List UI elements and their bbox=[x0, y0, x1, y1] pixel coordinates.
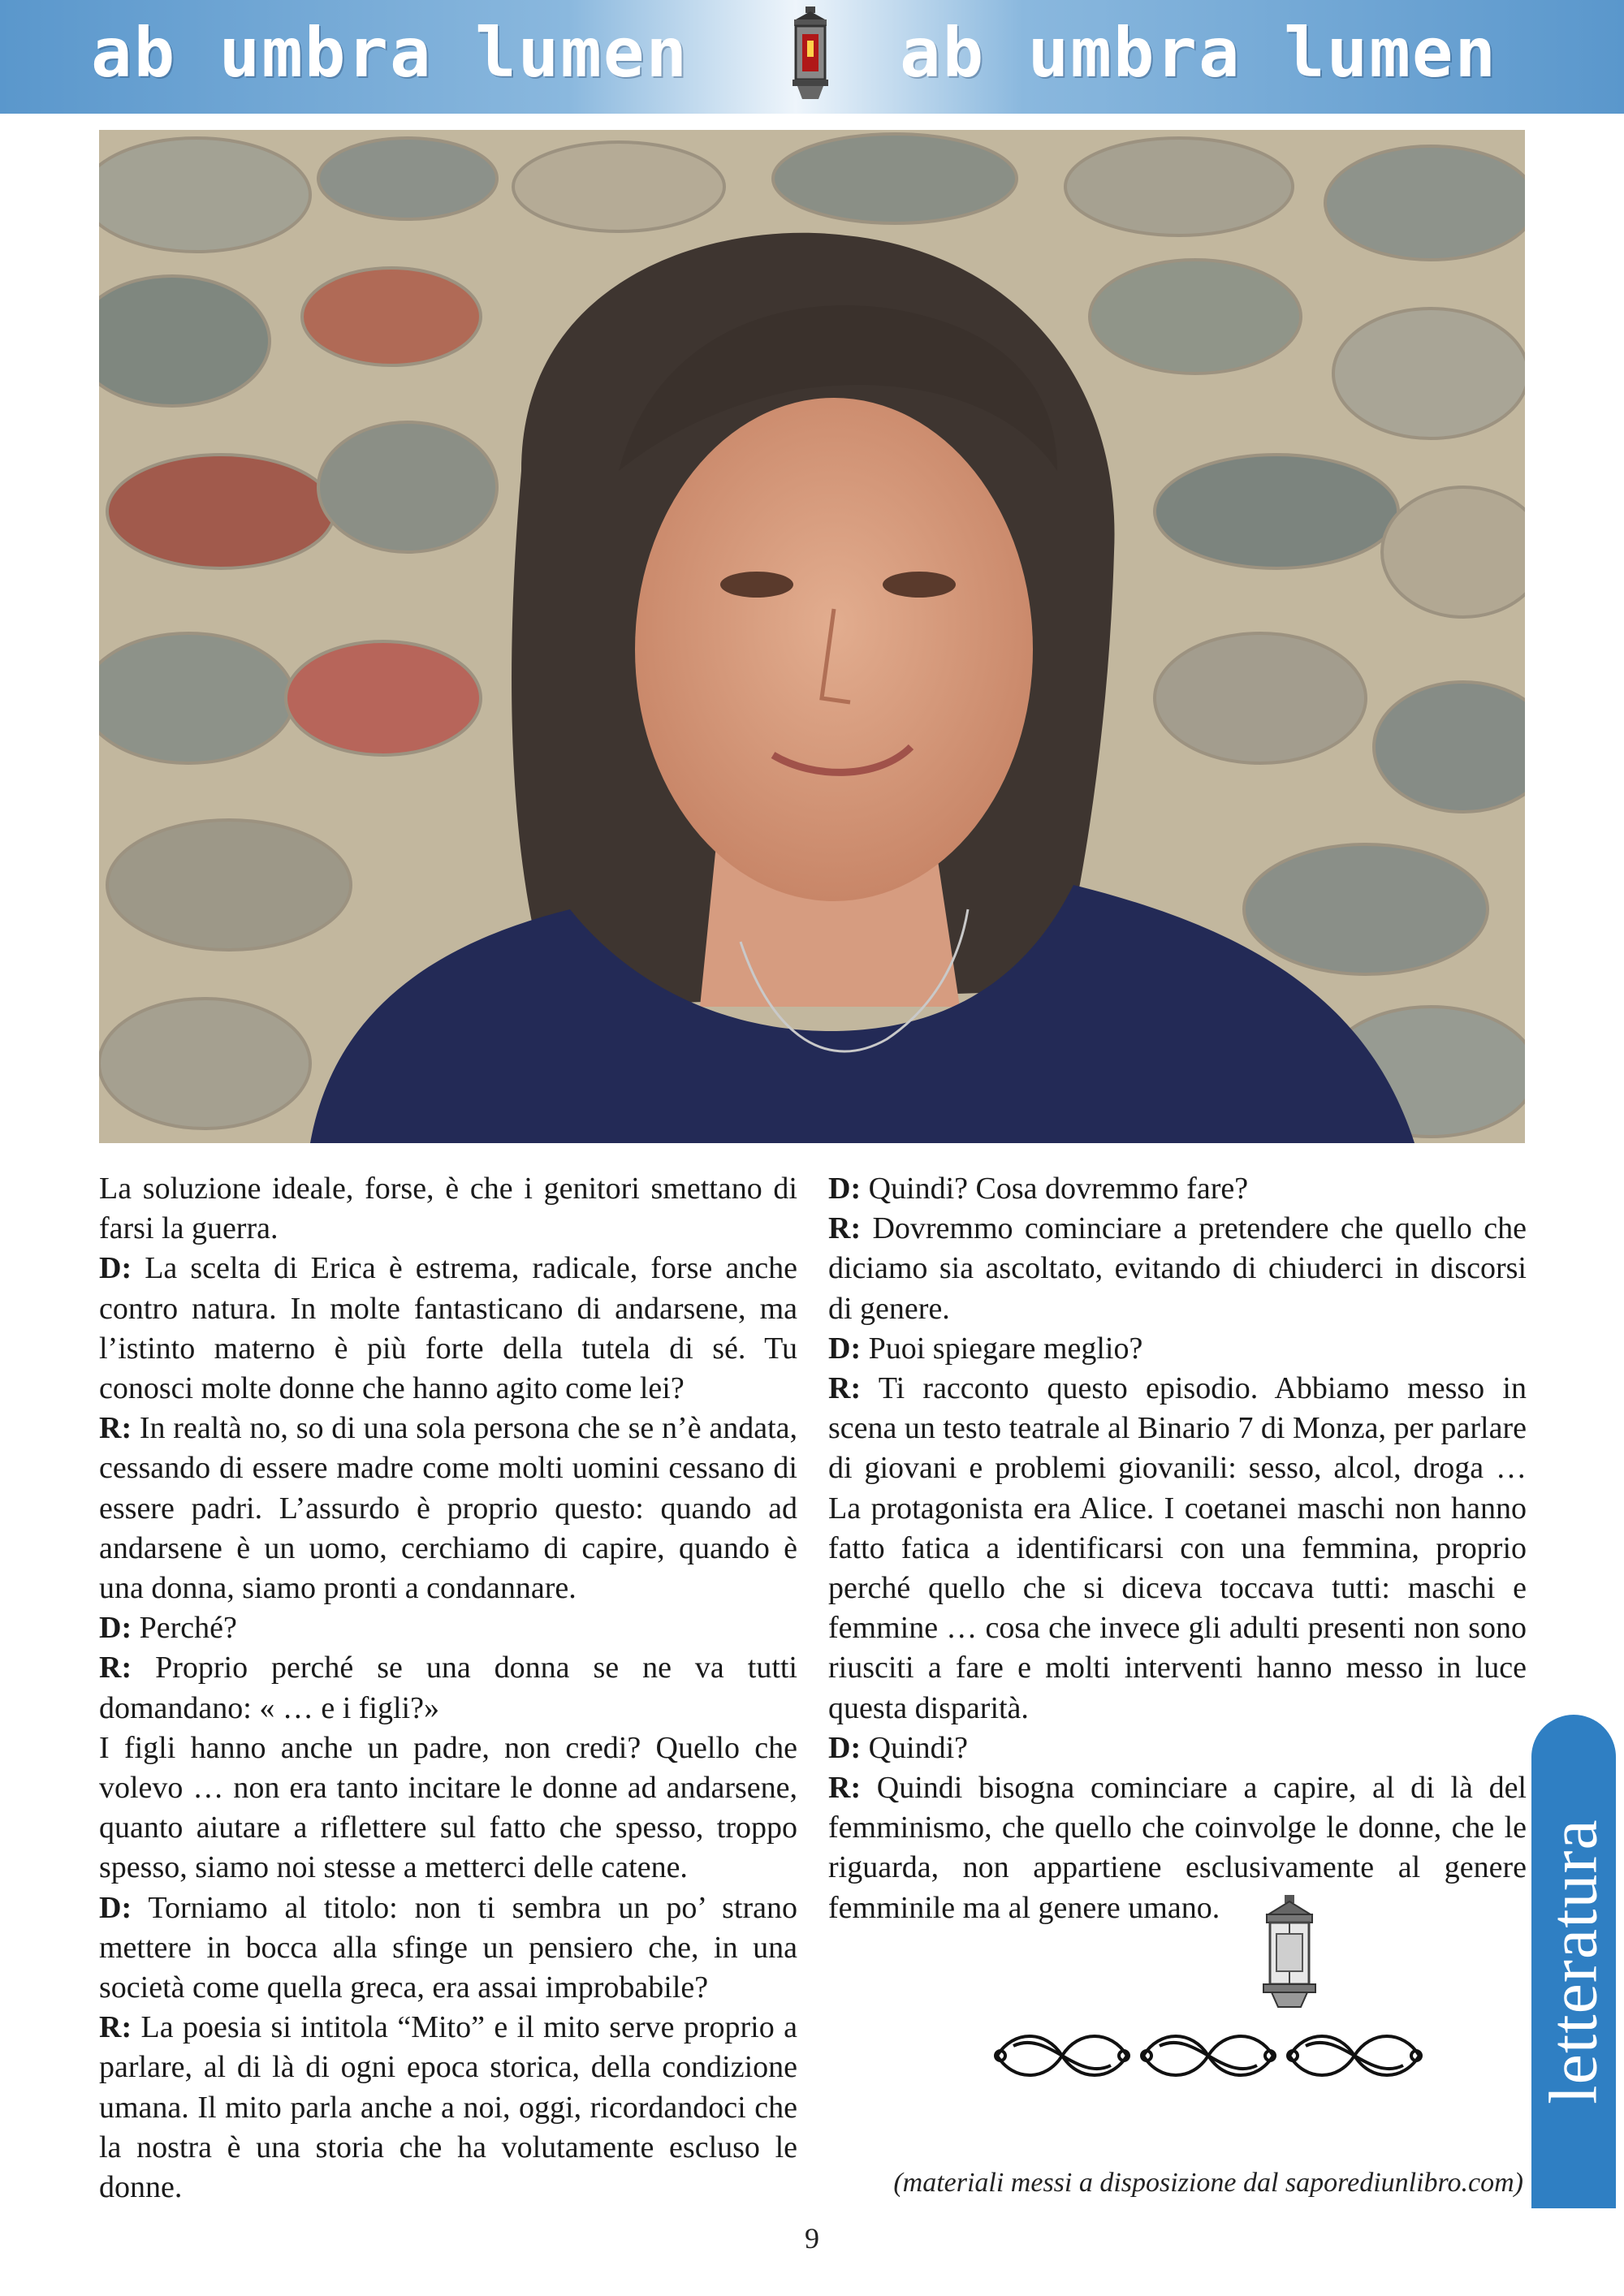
paragraph: D: La scelta di Erica è estrema, radicale, forse anche contro natura. In molte fantasticano di andarsene, ma l’istinto materno è più forte della tutela di sé. Tu conosci molte donne che hanno agito come lei? bbox=[99, 1251, 797, 1406]
flourish-ornament-icon bbox=[989, 2022, 1427, 2090]
article-column-right bbox=[828, 1169, 1527, 1928]
section-tab bbox=[1531, 1715, 1616, 2208]
paragraph: D: Torniamo al titolo: non ti sembra un po’ strano mettere in bocca alla sfinge un pensiero che, in una società come quella greca, era assai improbabile? bbox=[99, 1890, 797, 2005]
page-number: 9 bbox=[805, 2222, 819, 2255]
lantern-end-mark-icon bbox=[1255, 1895, 1324, 2009]
paragraph: D: Perché? bbox=[99, 1611, 237, 1646]
masthead-title-right: ab umbra lumen bbox=[900, 13, 1498, 93]
paragraph: R: In realtà no, so di una sola persona che se n’è andata, cessando di essere madre come molti uomini cessano di essere padri. L’assurdo è proprio questo: quando ad andarsene è un uomo, cerchiamo di capire, quando è una donna, siamo pronti a condannare. bbox=[99, 1411, 797, 1606]
paragraph: R: Dovremmo cominciare a pretendere che quello che diciamo sia ascoltato, evitando di chiuderci in discorsi di genere. bbox=[828, 1211, 1527, 1326]
paragraph: D: Quindi? Cosa dovremmo fare? bbox=[828, 1172, 1249, 1206]
section-tab-label: letteratura bbox=[1535, 1819, 1612, 2104]
paragraph: I figli hanno anche un padre, non credi? Quello che volevo … non era tanto incitare le donne ad andarsene, quanto aiutare a riflettere sul fatto che spesso, troppo spesso, siamo noi stesse a metterci delle catene. bbox=[99, 1730, 797, 1885]
paragraph: R: Ti racconto questo episodio. Abbiamo messo in scena un testo teatrale al Binario 7 di Monza, per parlare di giovani e problemi giovanili: sesso, alcol, droga … La protagonista era Alice. I coetanei maschi non hanno fatto fatica a identificarsi con una femmina, proprio perché quello che si diceva toccava tutti: maschi e femmine … cosa che invece gli adulti presenti non sono riusciti a fare e molti interventi hanno messo in luce questa disparità. bbox=[828, 1371, 1527, 1725]
header-band bbox=[0, 0, 1624, 114]
paragraph: D: Quindi? bbox=[828, 1730, 969, 1765]
paragraph: R: Proprio perché se una donna se ne va tutti domandano: « … e i figli?» bbox=[99, 1651, 797, 1725]
paragraph: D: Puoi spiegare meglio? bbox=[828, 1331, 1143, 1366]
masthead-title-left: ab umbra lumen bbox=[91, 13, 689, 93]
paragraph: R: La poesia si intitola “Mito” e il mito serve proprio a parlare, al di là di ogni epoca storica, della condizione umana. Il mito parla anche a noi, oggi, ricordandoci che la nostra è una storia che ha volutamente escluso le donne. bbox=[99, 2010, 797, 2205]
article-column-left bbox=[99, 1169, 797, 2208]
paragraph: R: Quindi bisogna cominciare a capire, al di là del femminismo, che quello che coinvolge le donne, che le riguarda, non appartiene esclusivamente al genere femminile ma al genere umano. bbox=[828, 1771, 1527, 1925]
source-credit: (materiali messi a disposizione dal saporediunlibro.com) bbox=[893, 2168, 1523, 2198]
lantern-icon bbox=[784, 6, 836, 102]
portrait-photo bbox=[99, 130, 1525, 1143]
paragraph: La soluzione ideale, forse, è che i genitori smettano di farsi la guerra. bbox=[99, 1172, 797, 1246]
